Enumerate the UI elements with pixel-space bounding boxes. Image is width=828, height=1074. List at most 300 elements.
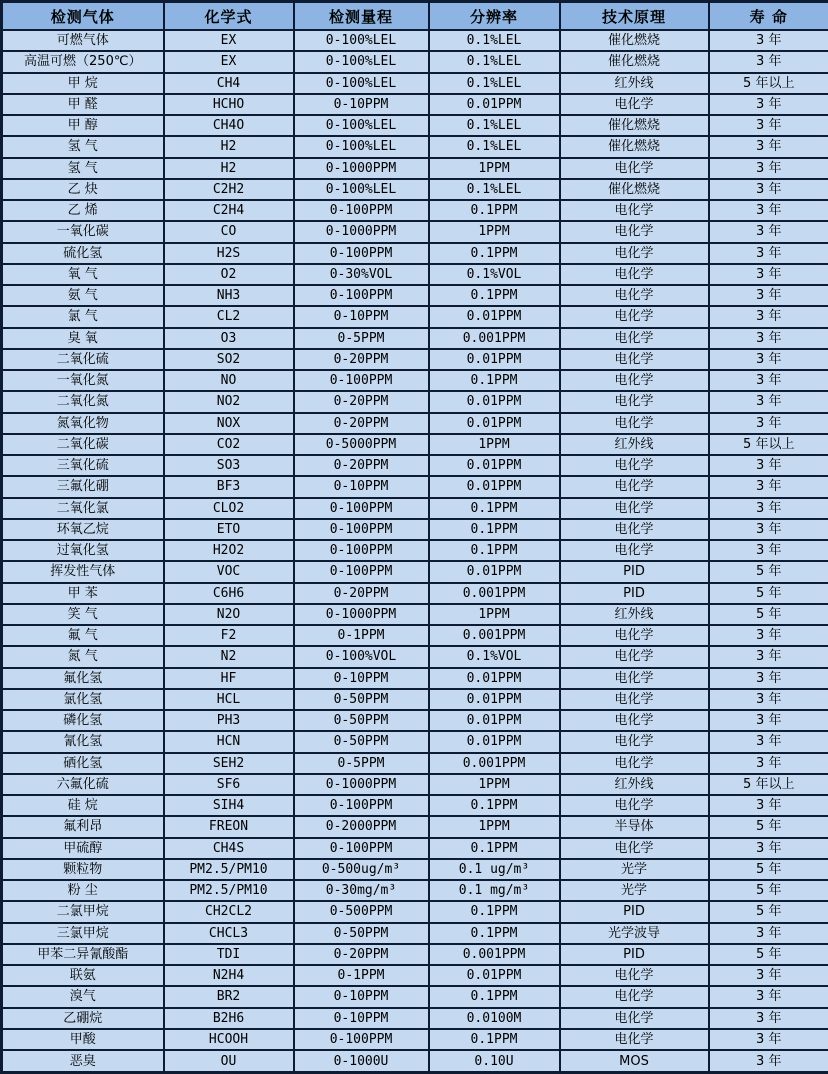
cell-resolution: 1PPM — [429, 434, 560, 455]
cell-resolution: 0.01PPM — [429, 455, 560, 476]
cell-lifespan: 3 年 — [709, 1050, 828, 1073]
cell-resolution: 0.01PPM — [429, 391, 560, 412]
cell-formula: F2 — [164, 625, 294, 646]
cell-gas: 甲 醇 — [2, 115, 164, 136]
cell-range: 0-100%LEL — [294, 30, 429, 51]
cell-gas: 氢 气 — [2, 158, 164, 179]
cell-formula: B2H6 — [164, 1008, 294, 1029]
table-row — [2, 413, 828, 434]
cell-resolution: 0.1PPM — [429, 838, 560, 859]
table-row — [2, 838, 828, 859]
cell-resolution: 0.01PPM — [429, 561, 560, 582]
cell-principle: 电化学 — [560, 753, 709, 774]
cell-principle: 电化学 — [560, 498, 709, 519]
cell-gas: 氟 气 — [2, 625, 164, 646]
cell-gas: 乙硼烷 — [2, 1008, 164, 1029]
cell-lifespan: 3 年 — [709, 625, 828, 646]
cell-principle: 电化学 — [560, 689, 709, 710]
cell-formula: EX — [164, 30, 294, 51]
cell-range: 0-10PPM — [294, 306, 429, 327]
table-row — [2, 476, 828, 497]
cell-principle: 光学波导 — [560, 923, 709, 944]
cell-formula: NH3 — [164, 285, 294, 306]
cell-lifespan: 5 年以上 — [709, 73, 828, 94]
cell-range: 0-10PPM — [294, 668, 429, 689]
cell-gas: 臭 氧 — [2, 328, 164, 349]
cell-range: 0-5PPM — [294, 753, 429, 774]
table-row — [2, 625, 828, 646]
cell-resolution: 0.01PPM — [429, 94, 560, 115]
cell-range: 0-10PPM — [294, 94, 429, 115]
table-row — [2, 519, 828, 540]
cell-lifespan: 3 年 — [709, 285, 828, 306]
cell-principle: 电化学 — [560, 519, 709, 540]
cell-principle: 电化学 — [560, 710, 709, 731]
cell-gas: 氯 气 — [2, 306, 164, 327]
cell-range: 0-50PPM — [294, 710, 429, 731]
cell-lifespan: 5 年以上 — [709, 774, 828, 795]
cell-gas: 环氧乙烷 — [2, 519, 164, 540]
cell-principle: 电化学 — [560, 413, 709, 434]
cell-gas: 溴气 — [2, 986, 164, 1007]
cell-principle: 电化学 — [560, 1008, 709, 1029]
cell-formula: CO — [164, 221, 294, 242]
table-row — [2, 1050, 828, 1073]
cell-formula: O3 — [164, 328, 294, 349]
cell-formula: NOX — [164, 413, 294, 434]
cell-formula: OU — [164, 1050, 294, 1073]
cell-range: 0-500ug/m³ — [294, 859, 429, 880]
cell-principle: PID — [560, 583, 709, 604]
cell-range: 0-20PPM — [294, 944, 429, 965]
col-header-range: 检测量程 — [294, 2, 429, 31]
cell-range: 0-1PPM — [294, 625, 429, 646]
cell-principle: 电化学 — [560, 221, 709, 242]
cell-formula: H2 — [164, 136, 294, 157]
cell-lifespan: 3 年 — [709, 498, 828, 519]
cell-resolution: 1PPM — [429, 158, 560, 179]
table-row — [2, 51, 828, 72]
cell-gas: 过氧化氢 — [2, 540, 164, 561]
cell-range: 0-5000PPM — [294, 434, 429, 455]
cell-gas: 一氧化碳 — [2, 221, 164, 242]
cell-resolution: 0.1%LEL — [429, 51, 560, 72]
cell-resolution: 0.001PPM — [429, 625, 560, 646]
cell-gas: 二氯甲烷 — [2, 901, 164, 922]
cell-principle: PID — [560, 944, 709, 965]
cell-principle: 催化燃烧 — [560, 179, 709, 200]
cell-lifespan: 3 年 — [709, 179, 828, 200]
cell-range: 0-100PPM — [294, 243, 429, 264]
cell-lifespan: 3 年 — [709, 115, 828, 136]
cell-range: 0-20PPM — [294, 455, 429, 476]
cell-principle: 电化学 — [560, 986, 709, 1007]
cell-gas: 乙 炔 — [2, 179, 164, 200]
cell-gas: 甲苯二异氰酸酯 — [2, 944, 164, 965]
cell-formula: CH4 — [164, 73, 294, 94]
cell-lifespan: 3 年 — [709, 731, 828, 752]
cell-gas: 硅 烷 — [2, 795, 164, 816]
cell-gas: 氟利昂 — [2, 816, 164, 837]
table-row — [2, 94, 828, 115]
cell-gas: 可燃气体 — [2, 30, 164, 51]
cell-resolution: 0.001PPM — [429, 753, 560, 774]
cell-lifespan: 3 年 — [709, 30, 828, 51]
cell-lifespan: 5 年 — [709, 561, 828, 582]
cell-resolution: 1PPM — [429, 816, 560, 837]
cell-lifespan: 3 年 — [709, 349, 828, 370]
cell-range: 0-30%VOL — [294, 264, 429, 285]
cell-resolution: 1PPM — [429, 774, 560, 795]
cell-lifespan: 3 年 — [709, 519, 828, 540]
cell-resolution: 0.1%LEL — [429, 136, 560, 157]
cell-principle: 电化学 — [560, 668, 709, 689]
cell-lifespan: 3 年 — [709, 476, 828, 497]
cell-gas: 粉 尘 — [2, 880, 164, 901]
cell-principle: 红外线 — [560, 774, 709, 795]
cell-lifespan: 3 年 — [709, 1029, 828, 1050]
cell-formula: HCN — [164, 731, 294, 752]
cell-range: 0-30mg/m³ — [294, 880, 429, 901]
cell-lifespan: 3 年 — [709, 986, 828, 1007]
table-row — [2, 604, 828, 625]
cell-range: 0-50PPM — [294, 923, 429, 944]
cell-principle: 电化学 — [560, 795, 709, 816]
table-row — [2, 115, 828, 136]
cell-gas: 颗粒物 — [2, 859, 164, 880]
table-row — [2, 689, 828, 710]
cell-range: 0-1000U — [294, 1050, 429, 1073]
cell-formula: C2H4 — [164, 200, 294, 221]
cell-resolution: 0.1%VOL — [429, 264, 560, 285]
cell-formula: SIH4 — [164, 795, 294, 816]
cell-gas: 二氧化硫 — [2, 349, 164, 370]
cell-range: 0-1000PPM — [294, 158, 429, 179]
cell-lifespan: 3 年 — [709, 243, 828, 264]
cell-gas: 氢 气 — [2, 136, 164, 157]
cell-gas: 硫化氢 — [2, 243, 164, 264]
cell-gas: 甲酸 — [2, 1029, 164, 1050]
cell-principle: 光学 — [560, 880, 709, 901]
cell-range: 0-5PPM — [294, 328, 429, 349]
header-row — [2, 2, 828, 31]
cell-formula: HF — [164, 668, 294, 689]
cell-range: 0-1000PPM — [294, 604, 429, 625]
table-row — [2, 391, 828, 412]
cell-gas: 六氟化硫 — [2, 774, 164, 795]
table-body — [2, 30, 828, 1073]
cell-resolution: 0.1PPM — [429, 986, 560, 1007]
table-row — [2, 328, 828, 349]
cell-lifespan: 3 年 — [709, 264, 828, 285]
cell-gas: 联氨 — [2, 965, 164, 986]
cell-lifespan: 3 年 — [709, 838, 828, 859]
cell-lifespan: 5 年 — [709, 944, 828, 965]
cell-gas: 挥发性气体 — [2, 561, 164, 582]
cell-gas: 乙 烯 — [2, 200, 164, 221]
cell-range: 0-10PPM — [294, 1008, 429, 1029]
col-header-resolution: 分辨率 — [429, 2, 560, 31]
cell-resolution: 0.1%LEL — [429, 30, 560, 51]
cell-resolution: 0.01PPM — [429, 306, 560, 327]
table-row — [2, 179, 828, 200]
cell-lifespan: 3 年 — [709, 328, 828, 349]
table-row — [2, 136, 828, 157]
cell-range: 0-20PPM — [294, 583, 429, 604]
cell-range: 0-100PPM — [294, 1029, 429, 1050]
cell-lifespan: 3 年 — [709, 455, 828, 476]
table-row — [2, 540, 828, 561]
cell-formula: N2 — [164, 646, 294, 667]
cell-gas: 笑 气 — [2, 604, 164, 625]
table-row — [2, 795, 828, 816]
cell-principle: 电化学 — [560, 838, 709, 859]
cell-principle: 电化学 — [560, 540, 709, 561]
table-row — [2, 561, 828, 582]
cell-lifespan: 3 年 — [709, 753, 828, 774]
cell-lifespan: 3 年 — [709, 413, 828, 434]
cell-formula: BR2 — [164, 986, 294, 1007]
cell-gas: 甲硫醇 — [2, 838, 164, 859]
cell-lifespan: 3 年 — [709, 51, 828, 72]
cell-resolution: 0.1PPM — [429, 370, 560, 391]
cell-formula: CLO2 — [164, 498, 294, 519]
cell-gas: 氮 气 — [2, 646, 164, 667]
cell-formula: BF3 — [164, 476, 294, 497]
cell-range: 0-1000PPM — [294, 774, 429, 795]
table-row — [2, 455, 828, 476]
cell-resolution: 1PPM — [429, 221, 560, 242]
cell-range: 0-1PPM — [294, 965, 429, 986]
col-header-principle: 技术原理 — [560, 2, 709, 31]
cell-principle: 催化燃烧 — [560, 30, 709, 51]
cell-range: 0-100PPM — [294, 795, 429, 816]
table-row — [2, 73, 828, 94]
table-row — [2, 583, 828, 604]
cell-principle: MOS — [560, 1050, 709, 1073]
cell-gas: 氧 气 — [2, 264, 164, 285]
cell-range: 0-2000PPM — [294, 816, 429, 837]
cell-resolution: 0.1%VOL — [429, 646, 560, 667]
cell-formula: ETO — [164, 519, 294, 540]
cell-resolution: 0.01PPM — [429, 710, 560, 731]
cell-principle: 电化学 — [560, 476, 709, 497]
table-row — [2, 646, 828, 667]
cell-formula: HCL — [164, 689, 294, 710]
cell-formula: TDI — [164, 944, 294, 965]
cell-lifespan: 5 年 — [709, 901, 828, 922]
cell-principle: 电化学 — [560, 285, 709, 306]
cell-resolution: 0.01PPM — [429, 731, 560, 752]
cell-lifespan: 3 年 — [709, 710, 828, 731]
cell-gas: 二氧化碳 — [2, 434, 164, 455]
col-header-formula: 化学式 — [164, 2, 294, 31]
cell-principle: 电化学 — [560, 370, 709, 391]
cell-gas: 二氧化氯 — [2, 498, 164, 519]
cell-resolution: 0.1PPM — [429, 243, 560, 264]
table-row — [2, 498, 828, 519]
table-row — [2, 923, 828, 944]
cell-principle: 红外线 — [560, 604, 709, 625]
cell-lifespan: 3 年 — [709, 1008, 828, 1029]
cell-range: 0-50PPM — [294, 689, 429, 710]
cell-resolution: 0.1 mg/m³ — [429, 880, 560, 901]
cell-resolution: 0.01PPM — [429, 349, 560, 370]
cell-range: 0-100PPM — [294, 838, 429, 859]
table-row — [2, 30, 828, 51]
col-header-lifespan: 寿 命 — [709, 2, 828, 31]
cell-formula: NO — [164, 370, 294, 391]
cell-formula: SO2 — [164, 349, 294, 370]
table-row — [2, 243, 828, 264]
cell-lifespan: 3 年 — [709, 689, 828, 710]
cell-formula: CL2 — [164, 306, 294, 327]
cell-principle: 半导体 — [560, 816, 709, 837]
cell-formula: C6H6 — [164, 583, 294, 604]
cell-gas: 三氟化硼 — [2, 476, 164, 497]
table-row — [2, 370, 828, 391]
cell-range: 0-100PPM — [294, 498, 429, 519]
table-row — [2, 880, 828, 901]
cell-resolution: 0.1PPM — [429, 923, 560, 944]
cell-principle: 电化学 — [560, 158, 709, 179]
cell-resolution: 0.1PPM — [429, 285, 560, 306]
cell-principle: 催化燃烧 — [560, 136, 709, 157]
cell-range: 0-100PPM — [294, 370, 429, 391]
cell-lifespan: 3 年 — [709, 306, 828, 327]
cell-formula: O2 — [164, 264, 294, 285]
cell-range: 0-500PPM — [294, 901, 429, 922]
cell-resolution: 0.1%LEL — [429, 73, 560, 94]
cell-formula: CH4O — [164, 115, 294, 136]
cell-resolution: 0.1PPM — [429, 519, 560, 540]
cell-resolution: 0.1PPM — [429, 498, 560, 519]
cell-principle: 电化学 — [560, 243, 709, 264]
cell-gas: 氟化氢 — [2, 668, 164, 689]
cell-principle: 电化学 — [560, 731, 709, 752]
cell-range: 0-50PPM — [294, 731, 429, 752]
cell-resolution: 0.0100M — [429, 1008, 560, 1029]
cell-formula: N2O — [164, 604, 294, 625]
cell-principle: 红外线 — [560, 434, 709, 455]
cell-lifespan: 5 年 — [709, 816, 828, 837]
cell-formula: FREON — [164, 816, 294, 837]
cell-formula: CH2CL2 — [164, 901, 294, 922]
cell-formula: H2O2 — [164, 540, 294, 561]
cell-gas: 氯化氢 — [2, 689, 164, 710]
cell-resolution: 0.01PPM — [429, 668, 560, 689]
cell-principle: 电化学 — [560, 646, 709, 667]
table-row — [2, 1029, 828, 1050]
table-row — [2, 859, 828, 880]
cell-gas: 三氯甲烷 — [2, 923, 164, 944]
cell-resolution: 0.1 ug/m³ — [429, 859, 560, 880]
cell-range: 0-100%VOL — [294, 646, 429, 667]
cell-lifespan: 3 年 — [709, 391, 828, 412]
cell-resolution: 0.1PPM — [429, 901, 560, 922]
table-row — [2, 434, 828, 455]
cell-lifespan: 3 年 — [709, 158, 828, 179]
table-row — [2, 349, 828, 370]
cell-gas: 三氧化硫 — [2, 455, 164, 476]
cell-resolution: 0.01PPM — [429, 689, 560, 710]
table-row — [2, 668, 828, 689]
cell-range: 0-100%LEL — [294, 136, 429, 157]
cell-formula: CO2 — [164, 434, 294, 455]
cell-formula: PM2.5/PM10 — [164, 859, 294, 880]
cell-resolution: 0.001PPM — [429, 328, 560, 349]
table-row — [2, 306, 828, 327]
table-row — [2, 731, 828, 752]
cell-range: 0-20PPM — [294, 391, 429, 412]
cell-principle: PID — [560, 901, 709, 922]
table-row — [2, 710, 828, 731]
cell-resolution: 0.01PPM — [429, 413, 560, 434]
cell-principle: 电化学 — [560, 264, 709, 285]
cell-range: 0-100PPM — [294, 200, 429, 221]
cell-range: 0-20PPM — [294, 349, 429, 370]
cell-resolution: 0.1%LEL — [429, 115, 560, 136]
table-row — [2, 901, 828, 922]
cell-lifespan: 3 年 — [709, 94, 828, 115]
cell-resolution: 0.001PPM — [429, 583, 560, 604]
cell-principle: 电化学 — [560, 965, 709, 986]
cell-formula: SO3 — [164, 455, 294, 476]
table-row — [2, 986, 828, 1007]
table-row — [2, 774, 828, 795]
cell-resolution: 0.1%LEL — [429, 179, 560, 200]
table-row — [2, 285, 828, 306]
cell-formula: NO2 — [164, 391, 294, 412]
cell-principle: 电化学 — [560, 306, 709, 327]
cell-range: 0-100%LEL — [294, 179, 429, 200]
cell-formula: SF6 — [164, 774, 294, 795]
cell-formula: H2 — [164, 158, 294, 179]
table-row — [2, 944, 828, 965]
cell-lifespan: 3 年 — [709, 795, 828, 816]
cell-formula: CHCL3 — [164, 923, 294, 944]
cell-resolution: 0.01PPM — [429, 965, 560, 986]
cell-formula: H2S — [164, 243, 294, 264]
cell-formula: VOC — [164, 561, 294, 582]
cell-lifespan: 5 年 — [709, 880, 828, 901]
table-row — [2, 158, 828, 179]
cell-lifespan: 3 年 — [709, 965, 828, 986]
cell-formula: CH4S — [164, 838, 294, 859]
cell-lifespan: 3 年 — [709, 221, 828, 242]
cell-gas: 一氧化氮 — [2, 370, 164, 391]
cell-formula: HCHO — [164, 94, 294, 115]
cell-range: 0-1000PPM — [294, 221, 429, 242]
cell-gas: 氮氧化物 — [2, 413, 164, 434]
cell-formula: N2H4 — [164, 965, 294, 986]
cell-lifespan: 3 年 — [709, 668, 828, 689]
cell-formula: EX — [164, 51, 294, 72]
cell-resolution: 1PPM — [429, 604, 560, 625]
cell-principle: 电化学 — [560, 1029, 709, 1050]
cell-resolution: 0.1PPM — [429, 795, 560, 816]
table-row — [2, 816, 828, 837]
cell-lifespan: 3 年 — [709, 370, 828, 391]
cell-lifespan: 3 年 — [709, 200, 828, 221]
cell-principle: 电化学 — [560, 94, 709, 115]
cell-formula: C2H2 — [164, 179, 294, 200]
cell-resolution: 0.01PPM — [429, 476, 560, 497]
cell-range: 0-100%LEL — [294, 73, 429, 94]
cell-range: 0-100%LEL — [294, 51, 429, 72]
table-row — [2, 264, 828, 285]
cell-range: 0-100PPM — [294, 519, 429, 540]
